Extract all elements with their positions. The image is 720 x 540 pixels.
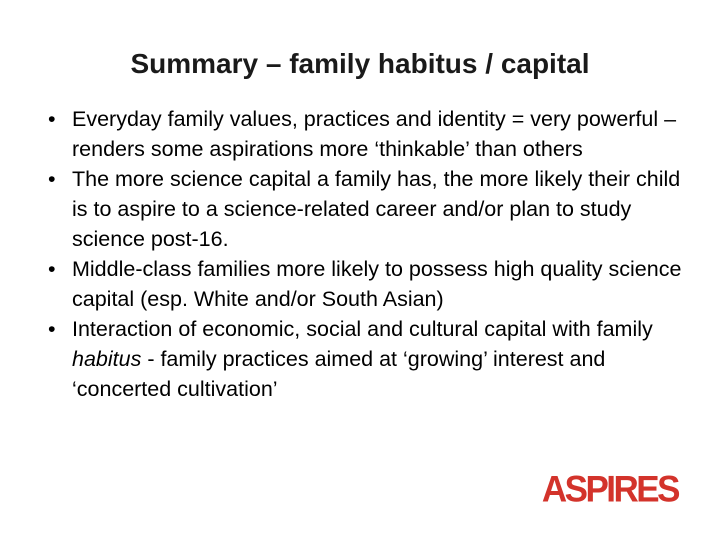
bullet-item [48,104,698,164]
aspires-logo: ASPIRES [541,469,678,510]
bullet-text-part: - family practices aimed at ‘growing’ interest and ‘concerted cultivation’ [72,347,606,401]
bullet-item [48,254,698,314]
bullet-text [72,317,653,401]
bullet-text-part: Interaction of economic, social and cultural capital with family [72,317,653,341]
bullet-marker: • [48,257,56,281]
bullet-list [48,104,698,404]
bullet-marker: • [48,167,56,191]
bullet-text: The more science capital a family has, the more likely their child is to aspire to a science-related career and/or plan to study science post-16. [72,167,681,251]
bullet-item [48,164,698,254]
bullet-text: Everyday family values, practices and identity = very powerful – renders some aspirations more ‘thinkable’ than others [72,107,677,161]
bullet-text-italic: habitus [72,347,142,371]
bullet-text: Middle-class families more likely to possess high quality science capital (esp. White and/or South Asian) [72,257,682,311]
bullet-marker: • [48,317,56,341]
slide-title: Summary – family habitus / capital [130,48,590,79]
bullet-marker: • [48,107,56,131]
bullet-item [48,314,698,404]
